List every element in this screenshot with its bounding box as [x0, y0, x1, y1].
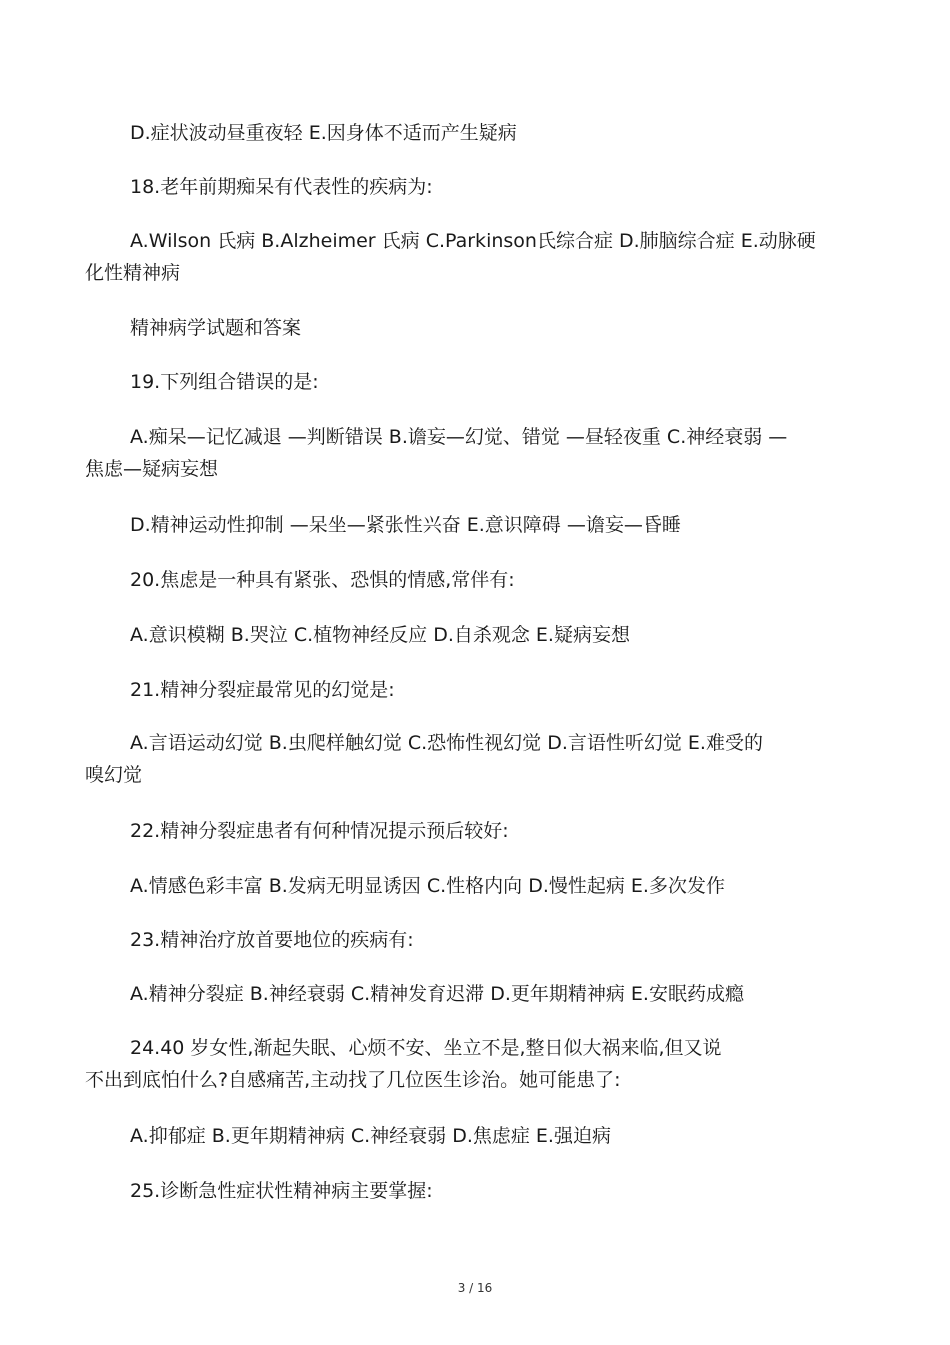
question-22: 22.精神分裂症患者有何种情况提示预后较好:	[130, 820, 509, 842]
question-23: 23.精神治疗放首要地位的疾病有:	[130, 929, 414, 951]
options-20: A.意识模糊 B.哭泣 C.植物神经反应 D.自杀观念 E.疑病妄想	[130, 624, 630, 646]
section-header: 精神病学试题和答案	[130, 317, 302, 339]
options-18-continued: 化性精神病	[85, 262, 181, 284]
question-21: 21.精神分裂症最常见的幻觉是:	[130, 679, 395, 701]
page-number: 3 / 16	[457, 1281, 493, 1295]
options-23: A.精神分裂症 B.神经衰弱 C.精神发育迟滞 D.更年期精神病 E.安眠药成瘾	[130, 983, 744, 1005]
question-18: 18.老年前期痴呆有代表性的疾病为:	[130, 176, 433, 198]
options-21: A.言语运动幻觉 B.虫爬样触幻觉 C.恐怖性视幻觉 D.言语性听幻觉 E.难受的	[130, 732, 763, 754]
question-24-continued: 不出到底怕什么?自感痛苦,主动找了几位医生诊治。她可能患了:	[85, 1069, 621, 1091]
options-18: A.Wilson 氏病 B.Alzheimer 氏病 C.Parkinson氏综合症 D.肺脑综合症 E.动脉硬	[130, 230, 816, 252]
question-19: 19.下列组合错误的是:	[130, 371, 319, 393]
question-25: 25.诊断急性症状性精神病主要掌握:	[130, 1180, 433, 1202]
options-19-d-e: D.精神运动性抑制 —呆坐—紧张性兴奋 E.意识障碍 —谵妄—昏睡	[130, 514, 681, 536]
options-19: A.痴呆—记忆减退 —判断错误 B.谵妄—幻觉、错觉 —昼轻夜重 C.神经衰弱 —	[130, 426, 788, 448]
options-24: A.抑郁症 B.更年期精神病 C.神经衰弱 D.焦虑症 E.强迫病	[130, 1125, 611, 1147]
question-20: 20.焦虑是一种具有紧张、恐惧的情感,常伴有:	[130, 569, 515, 591]
options-19-continued: 焦虑—疑病妄想	[85, 458, 219, 480]
options-21-continued: 嗅幻觉	[85, 764, 143, 786]
question-24: 24.40 岁女性,渐起失眠、心烦不安、坐立不是,整日似大祸来临,但又说	[130, 1037, 722, 1059]
option-line-17-d-e: D.症状波动昼重夜轻 E.因身体不适而产生疑病	[130, 122, 517, 144]
options-22: A.情感色彩丰富 B.发病无明显诱因 C.性格内向 D.慢性起病 E.多次发作	[130, 875, 725, 897]
